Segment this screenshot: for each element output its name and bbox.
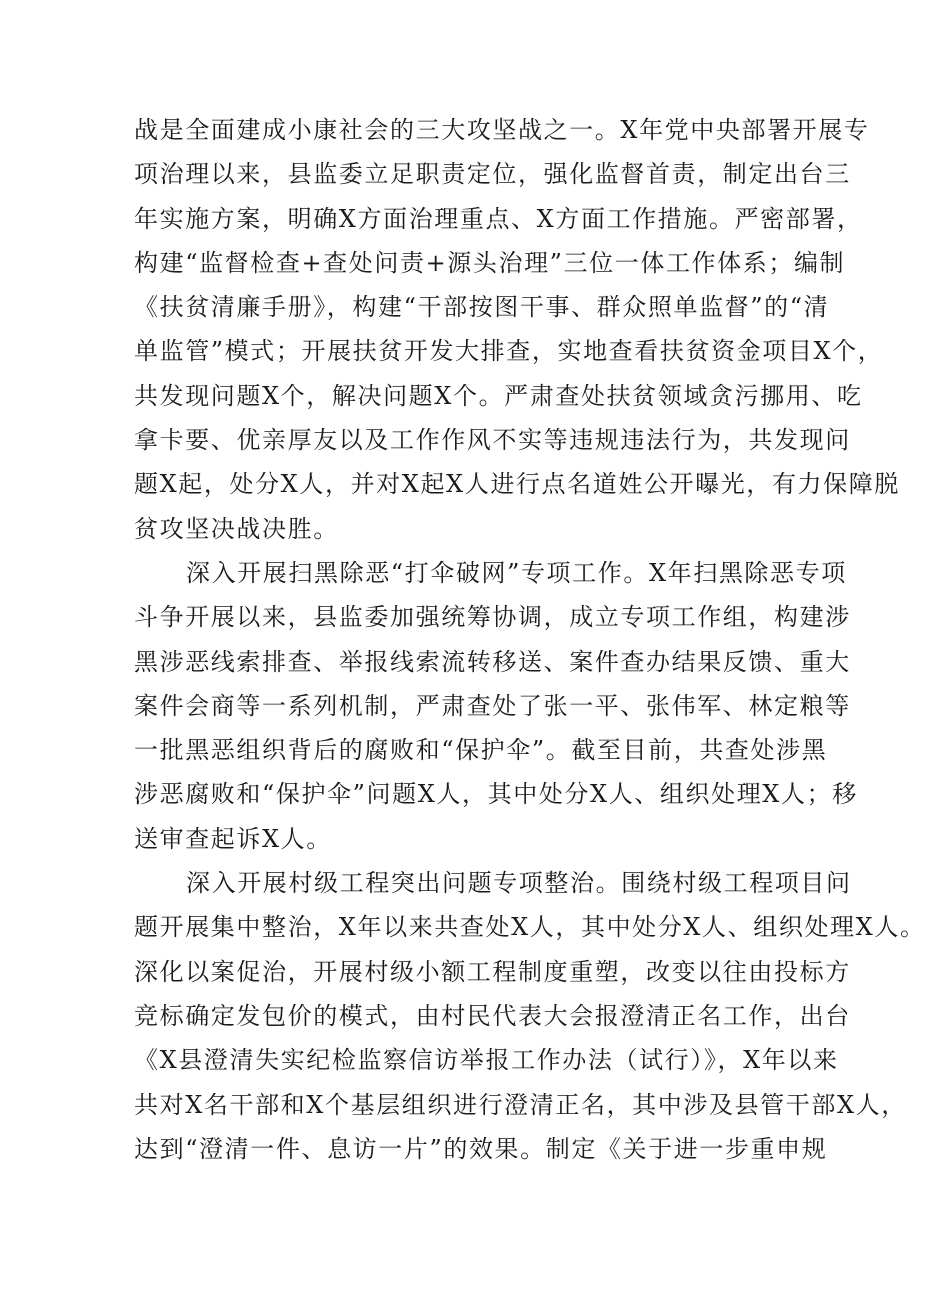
text-line: 深入开展扫黑除恶“打伞破网”专项工作。X年扫黑除恶专项 [186,558,847,587]
text-line: 《扶贫清廉手册》，构建“干部按图干事、群众照单监督”的“清 [134,293,830,322]
text-line: 共对X名干部和X个基层组织进行澄清正名，其中涉及县管干部X人， [134,1090,907,1119]
text-line: 贫攻坚决战决胜。 [134,514,339,543]
text-line: 黑涉恶线索排查、举报线索流转移送、案件查办结果反馈、重大 [134,647,851,676]
text-line: 案件会商等一系列机制，严肃查处了张一平、张伟军、林定粮等 [134,691,851,720]
document-body [134,108,926,1171]
text-line: 一批黑恶组织背后的腐败和“保护伞”。截至目前，共查处涉黑 [134,736,828,765]
text-line: 达到“澄清一件、息访一片”的效果。制定《关于进一步重申规 [134,1134,828,1163]
text-line: 斗争开展以来，县监委加强统筹协调，成立专项工作组，构建涉 [134,603,851,632]
paragraph-village-projects [134,861,926,1171]
text-line: 深入开展村级工程突出问题专项整治。围绕村级工程项目问 [186,869,852,898]
paragraph-anti-crime [134,551,858,861]
text-line: 战是全面建成小康社会的三大攻坚战之一。X年党中央部署开展专 [134,116,870,144]
text-line: 涉恶腐败和“保护伞”问题X人，其中处分X人、组织处理X人；移 [134,780,858,809]
text-line: 构建“监督检查+查处问责+源头治理”三位一体工作体系；编制 [134,248,846,277]
text-line: 项治理以来，县监委立足职责定位，强化监督首责，制定出台三 [134,160,851,189]
text-line: 深化以案促治，开展村级小额工程制度重塑，改变以往由投标方 [134,957,851,986]
text-line: 年实施方案，明确X方面治理重点、X方面工作措施。严密部署， [134,204,863,233]
text-line: 题开展集中整治，X年以来共查处X人，其中处分X人、组织处理X人。 [134,913,926,942]
text-line: 单监管”模式；开展扶贫开发大排查，实地查看扶贫资金项目X个， [134,337,884,366]
text-line: 《X县澄清失实纪检监察信访举报工作办法（试行）》，X年以来 [134,1046,839,1075]
paragraph-poverty-governance [134,108,900,551]
text-line: 竞标确定发包价的模式，由村民代表大会报澄清正名工作，出台 [134,1001,851,1030]
text-line: 共发现问题X个，解决问题X个。严肃查处扶贫领域贪污挪用、吃 [134,381,863,410]
text-line: 送审查起诉X人。 [134,824,332,853]
text-line: 题X起，处分X人，并对X起X人进行点名道姓公开曝光，有力保障脱 [134,470,900,499]
text-line: 拿卡要、优亲厚友以及工作作风不实等违规违法行为，共发现问 [134,426,851,455]
